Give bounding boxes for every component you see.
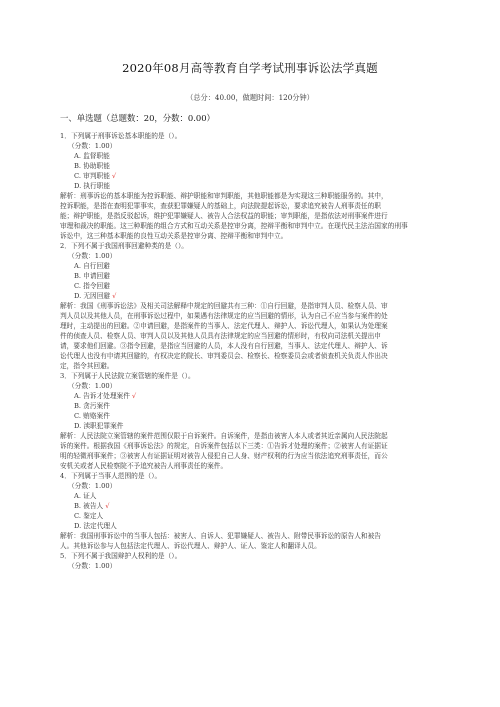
question-stem: 3．下列属于人民法院立案管辖的案件是（）。 (60, 372, 195, 380)
analysis-line: 解析：我国刑事诉讼中的当事人包括：被害人、自诉人、犯罪嫌疑人、被告人、附带民事诉讼的原告人和被告 (60, 532, 381, 540)
option-text: D. 执行职能 (74, 182, 111, 190)
question-stem: 5．下列不属于我国辩护人权利的是（）。 (60, 552, 182, 560)
question-score: （分数：1.00） (68, 142, 117, 150)
option-text: C. 指令回避 (74, 282, 110, 290)
analysis-line: 人。其他诉讼参与人包括法定代理人、诉讼代理人、辩护人、证人、鉴定人和翻译人员。 (60, 542, 321, 550)
answer-option (60, 261, 455, 271)
option-text: C. 审判职能 (74, 172, 110, 180)
option-text: D. 无因回避 (74, 292, 111, 300)
answer-option (60, 271, 455, 281)
option-text: B. 贪污案件 (74, 402, 110, 410)
option-text: B. 被告人 (74, 502, 104, 510)
answer-option (60, 521, 455, 531)
analysis-line: 定，指令其回避。 (60, 362, 114, 370)
answer-option (60, 491, 455, 501)
option-text: A. 告诉才处理案件 (74, 392, 130, 400)
analysis-line: 理时，主动提出的回避。②申请回避，是指案件的当事人、法定代理人、辩护人、诉讼代理人，如果认为处理案 (60, 322, 388, 330)
answer-option (60, 151, 455, 161)
section-heading: 一、单选题（总题数：20，分数：0.00） (60, 113, 215, 123)
correct-answer-check-icon: √ (105, 502, 110, 510)
answer-option (60, 411, 455, 421)
page-title: 2020年08月高等教育自学考试刑事诉讼法学真题 (122, 61, 378, 75)
answer-option (60, 281, 455, 291)
option-text: D. 法定代理人 (74, 522, 117, 530)
analysis-line: 诉讼中，这三种基本职能的良性互动关系是控审分离、控辩平衡和审判中立。 (60, 232, 288, 240)
answer-option (60, 511, 455, 521)
correct-answer-check-icon: √ (131, 392, 137, 400)
analysis-line: 解析：人民法院立案管辖的案件范围仅限于自诉案件。自诉案件，是指由被害人本人或者其近亲属向人民法院起 (60, 432, 388, 440)
analysis-line: 安机关或者人民检察院不予追究被告人刑事责任的案件。 (60, 462, 228, 470)
answer-option (60, 181, 455, 191)
analysis-line: 控诉职能，是指在查明犯罪事实，查获犯罪嫌疑人的基础上，向法院提起诉讼，要求追究被告人刑事责任的职 (60, 202, 381, 210)
question-stem: 4．下列属于当事人范围的是（）。 (60, 472, 162, 480)
answer-option (60, 291, 455, 301)
analysis-line: 诉的案件。根据我国《刑事诉讼法》的规定，自诉案件包括以下三类：①告诉才处理的案件；②被害人有证据证 (60, 442, 388, 450)
analysis-line: 判人员以及其他人员，在刑事诉讼过程中，如果遇有法律规定的应当回避的情形，认为自己不应当参与案件的处 (60, 312, 388, 320)
option-text: C. 贿赂案件 (74, 412, 110, 420)
analysis-line: 件的侦查人员、检察人员、审判人员以及其他人员具有法律规定的应当回避的情形时，有权向司法机关提出申 (60, 332, 381, 340)
question-stem: 2．下列不属于我国刑事回避种类的是（）。 (60, 242, 188, 250)
question-score: （分数：1.00） (68, 482, 117, 490)
option-text: A. 监督职能 (74, 152, 110, 160)
answer-option (60, 391, 455, 401)
option-text: C. 鉴定人 (74, 512, 104, 520)
analysis-line: 能；辩护职能，是指反驳起诉，维护犯罪嫌疑人、被告人合法权益的职能；审判职能，是指依法对刑事案件进行 (60, 212, 388, 220)
analysis-line: 请，要求他们回避。③指令回避，是指应当回避的人员，本人没有自行回避，当事人、法定代理人、辩护人、诉 (60, 342, 388, 350)
option-text: D. 渎职犯罪案件 (74, 422, 124, 430)
analysis-line: 解析：我国《刑事诉讼法》及相关司法解释中规定的回避共有三种：①自行回避，是指审判人员、检察人员、审 (60, 302, 388, 310)
option-text: A. 自行回避 (74, 262, 110, 270)
answer-option (60, 161, 455, 171)
option-text: B. 协助职能 (74, 162, 110, 170)
question-stem: 1．下列属于刑事诉讼基本职能的是（）。 (60, 132, 182, 140)
question-score: （分数：1.00） (68, 562, 117, 570)
question-score: （分数：1.00） (68, 382, 117, 390)
answer-option (60, 171, 455, 181)
analysis-line: 解析：刑事诉讼的基本职能为控诉职能、辩护职能和审判职能，其他职能都是为实现这三种职能服务的。其中， (60, 192, 388, 200)
analysis-line: 讼代理人也没有申请其回避的，有权决定的院长、审判委员会、检察长、检察委员会或者侦查机关负责人作出决 (60, 352, 388, 360)
correct-answer-check-icon: √ (111, 172, 117, 180)
question-list (60, 131, 455, 571)
option-text: A. 证人 (74, 492, 97, 500)
correct-answer-check-icon: √ (112, 292, 117, 300)
analysis-line: 审理和裁决的职能。这三种职能的组合方式和互动关系是控审分离，控辩平衡和审判中立。在现代民主法治国家的刑事 (60, 222, 408, 230)
answer-option (60, 501, 455, 511)
answer-option (60, 401, 455, 411)
exam-info: （总分：40.00，做题时间：120分钟） (186, 93, 314, 102)
option-text: B. 申请回避 (74, 272, 110, 280)
answer-option (60, 421, 455, 431)
question-score: （分数：1.00） (68, 252, 117, 260)
analysis-line: 明的轻微刑事案件；③被害人有证据证明对被告人侵犯自己人身、财产权利的行为应当依法追究刑事责任，而公 (60, 452, 388, 460)
